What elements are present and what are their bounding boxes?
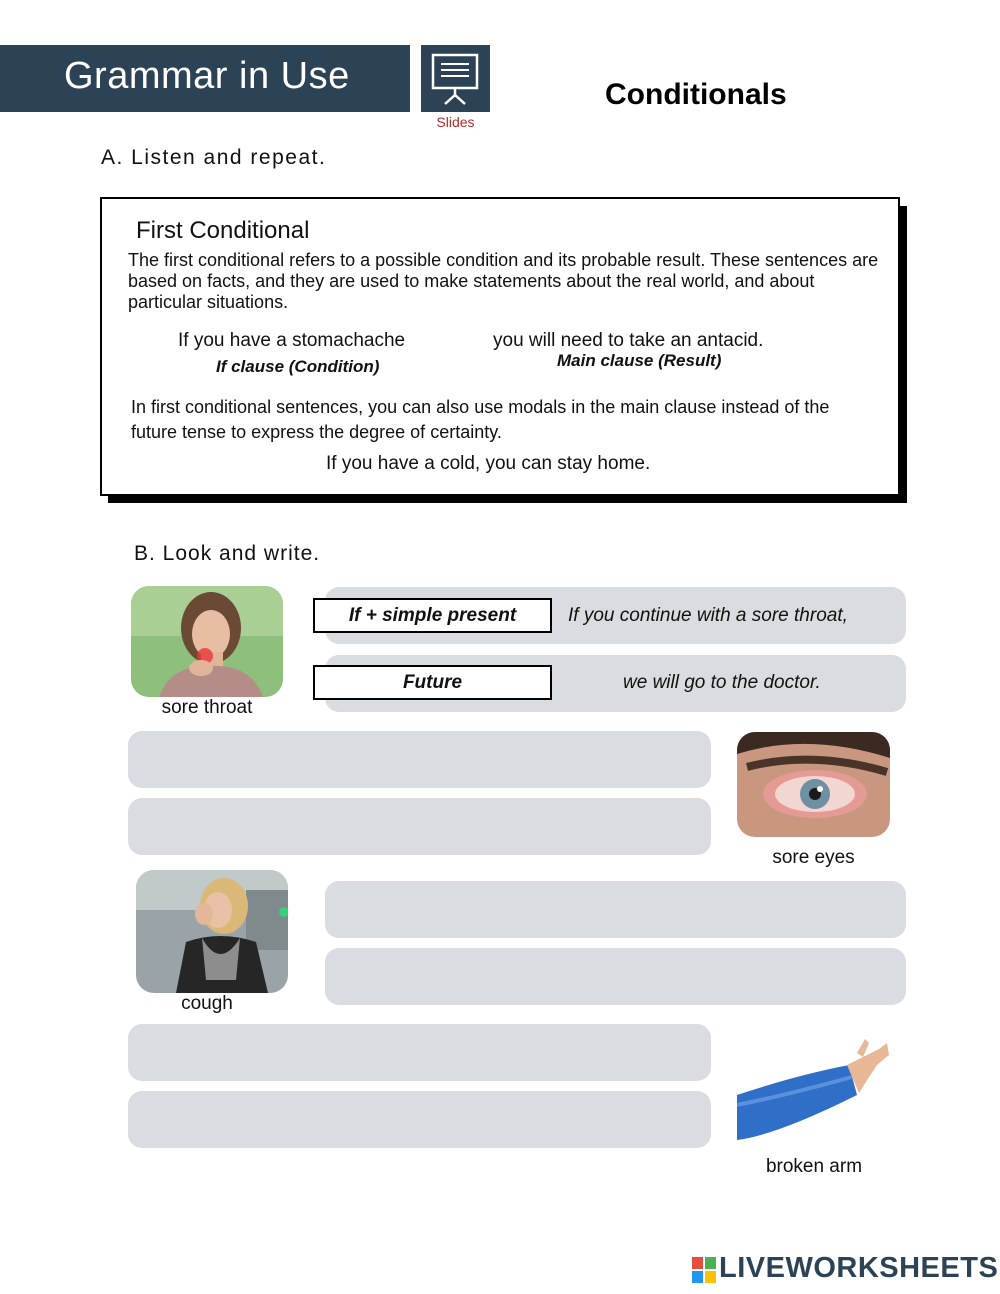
answer-main-field-4[interactable]: [128, 1091, 711, 1148]
sore-throat-caption: sore throat: [161, 697, 253, 718]
liveworksheets-mark-icon: [692, 1257, 716, 1283]
cough-photo: [136, 870, 288, 993]
slides-label[interactable]: Slides: [436, 114, 475, 130]
page-title: Conditionals: [605, 78, 787, 111]
header-banner: [0, 45, 410, 112]
rule-title: First Conditional: [136, 217, 310, 244]
example-main-clause: you will need to take an antacid.: [493, 330, 764, 351]
cough-caption: cough: [181, 993, 233, 1014]
answer-main-field-3[interactable]: [325, 948, 906, 1005]
if-simple-present-tag: If + simple present: [313, 598, 552, 633]
sore-throat-photo: [131, 586, 283, 697]
answer-main-text-1: we will go to the doctor.: [623, 672, 821, 693]
brand-text: LIVEWORKSHEETS: [719, 1252, 999, 1284]
sore-eyes-caption: sore eyes: [772, 847, 855, 868]
future-tag: Future: [313, 665, 552, 700]
answer-main-field-2[interactable]: [128, 798, 711, 855]
rule-box: [100, 197, 900, 496]
answer-if-text-1: If you continue with a sore throat,: [568, 605, 848, 626]
if-clause-label: If clause (Condition): [216, 357, 380, 376]
modals-note: In first conditional sentences, you can also use modals in the main clause instead of the future tense to express the degree of certainty.: [131, 397, 830, 442]
sore-eyes-photo: [737, 732, 890, 837]
section-b-heading: B. Look and write.: [134, 542, 321, 565]
banner-title: Grammar in Use: [64, 55, 350, 97]
broken-arm-caption: broken arm: [765, 1156, 863, 1177]
example-if-clause: If you have a stomachache: [178, 330, 406, 351]
presentation-board-icon: [421, 45, 490, 112]
answer-if-field-3[interactable]: [325, 881, 906, 938]
section-a-heading: A. Listen and repeat.: [101, 146, 327, 169]
modal-example: If you have a cold, you can stay home.: [326, 453, 651, 474]
broken-arm-photo: [737, 1035, 891, 1143]
answer-if-field-4[interactable]: [128, 1024, 711, 1081]
rule-intro: The first conditional refers to a possible condition and its probable result. These sentences are based on facts, and they are used to make statements about the real world, and about particular situations.: [128, 250, 879, 312]
answer-if-field-2[interactable]: [128, 731, 711, 788]
main-clause-label: Main clause (Result): [557, 351, 722, 370]
slides-button[interactable]: [421, 45, 490, 112]
